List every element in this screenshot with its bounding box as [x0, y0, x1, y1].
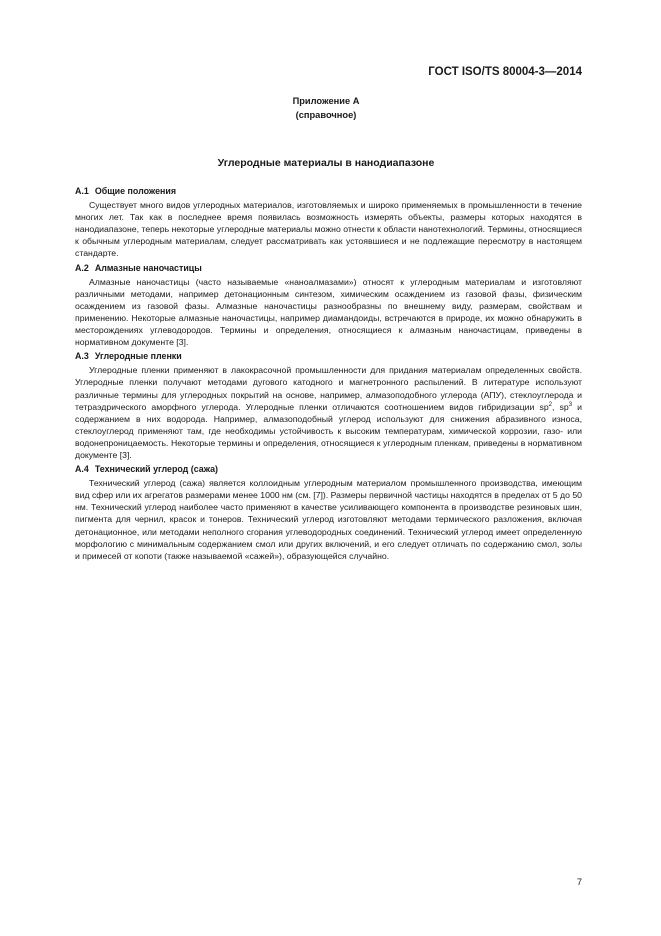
superscript: 2	[548, 401, 553, 408]
annex-content	[75, 185, 582, 564]
page-number: 7	[576, 877, 582, 887]
section-heading	[75, 463, 582, 475]
annex-block	[70, 95, 582, 122]
section-paragraph	[75, 364, 582, 461]
annex-main-title: Углеродные материалы в нанодиапазоне	[217, 157, 435, 169]
section-paragraph: Технический углерод (сажа) является коллоидным углеродным материалом промышленного производства, имеющим вид сфер или их агрегатов размерами менее 1000 нм (см. [7]). Размеры первичной частицы находятся в пределах от 5 до 50 нм. Технический углерод наиболее часто применяют в качестве усиливающего компонента в производстве резиновых шин, пигмента для чернил, красок и тонеров. Технический углерод изготовляют методами термического разложения, включая детонационное, или методами неполного сгорания углеводородных соединений. Технический углерод имеет определенную морфологию с минимальным содержанием смол или других включений, и его следует отличать по содержанию смол, золы и примесей от копоти (также называемой «сажей»), образующейся случайно.	[75, 478, 582, 561]
section-heading	[75, 350, 582, 362]
document-header: ГОСТ ISO/TS 80004-3—2014	[428, 66, 582, 78]
section-heading	[75, 185, 582, 197]
annex-type: (справочное)	[295, 109, 357, 120]
section-a2	[75, 262, 582, 349]
section-number: А.1	[75, 186, 89, 196]
paragraph-text: и содержанием в них водорода. Например, алмазоподобный углерод используют для снижения абразивного износа, стеклоуглерод применяют там, где необходимы устойчивость к высоким температурам, химической коррозии, газо- или водонепроницаемость. Некоторые термины и определения, относящиеся к углеродным пленкам, приведены в нормативном документе [3].	[75, 401, 582, 460]
section-title: Углеродные пленки	[94, 351, 182, 362]
section-title: Общие положения	[94, 186, 177, 196]
paragraph-text: Углеродные пленки применяют в лакокрасочной промышленности для придания материалам определенных свойств. Углеродные пленки получают методами дугового катодного и магнетронного распылений. В литературе используют различные термины для углеродных покрытий на основе, например, алмазоподобного углерода (АПУ), стеклоуглерода и тетраэдрического аморфного углерода. Углеродные пленки отличаются соотношением видов гибридизации sp	[75, 365, 582, 412]
section-title: Алмазные наночастицы	[94, 262, 202, 273]
section-number: А.2	[75, 262, 89, 273]
section-number: А.4	[75, 464, 89, 475]
section-a1	[75, 185, 582, 260]
section-number: А.3	[75, 351, 89, 362]
section-a3	[75, 350, 582, 461]
annex-title: Приложение А	[292, 96, 360, 106]
section-heading	[75, 262, 582, 274]
section-paragraph: Алмазные наночастицы (часто называемые «наноалмазами») относят к углеродным материалам и изготовляют различными методами, например детонационным синтезом, химическим осаждением из газовой фазы, физическим осаждением из газовой фазы. Алмазные наночастицы разнообразны по внешнему виду, размерам, свойствам и применению. Некоторые алмазные наночастицы, например диамандоиды, встречаются в природе, их можно обнаружить в месторождениях углеводородов. Термины и определения, относящиеся к алмазным наночастицам, приведены в нормативном документе [3].	[75, 276, 582, 348]
section-paragraph: Существует много видов углеродных материалов, изготовляемых и широко применяемых в промышленности в течение многих лет. Так как в последнее время появилась возможность измерять объекты, размеры которых находятся в нанодиапазоне, теперь некоторые углеродные материалы можно отнести к области нанотехнологий. Термины, относящиеся к обычным углеродным материалам, следует рассматривать как устоявшиеся и не подлежащие пересмотру в настоящем стандарте.	[75, 200, 582, 259]
superscript: 3	[568, 401, 573, 408]
section-a4	[75, 463, 582, 562]
paragraph-text: , sp	[552, 401, 569, 412]
section-title: Технический углерод (сажа)	[94, 464, 219, 475]
